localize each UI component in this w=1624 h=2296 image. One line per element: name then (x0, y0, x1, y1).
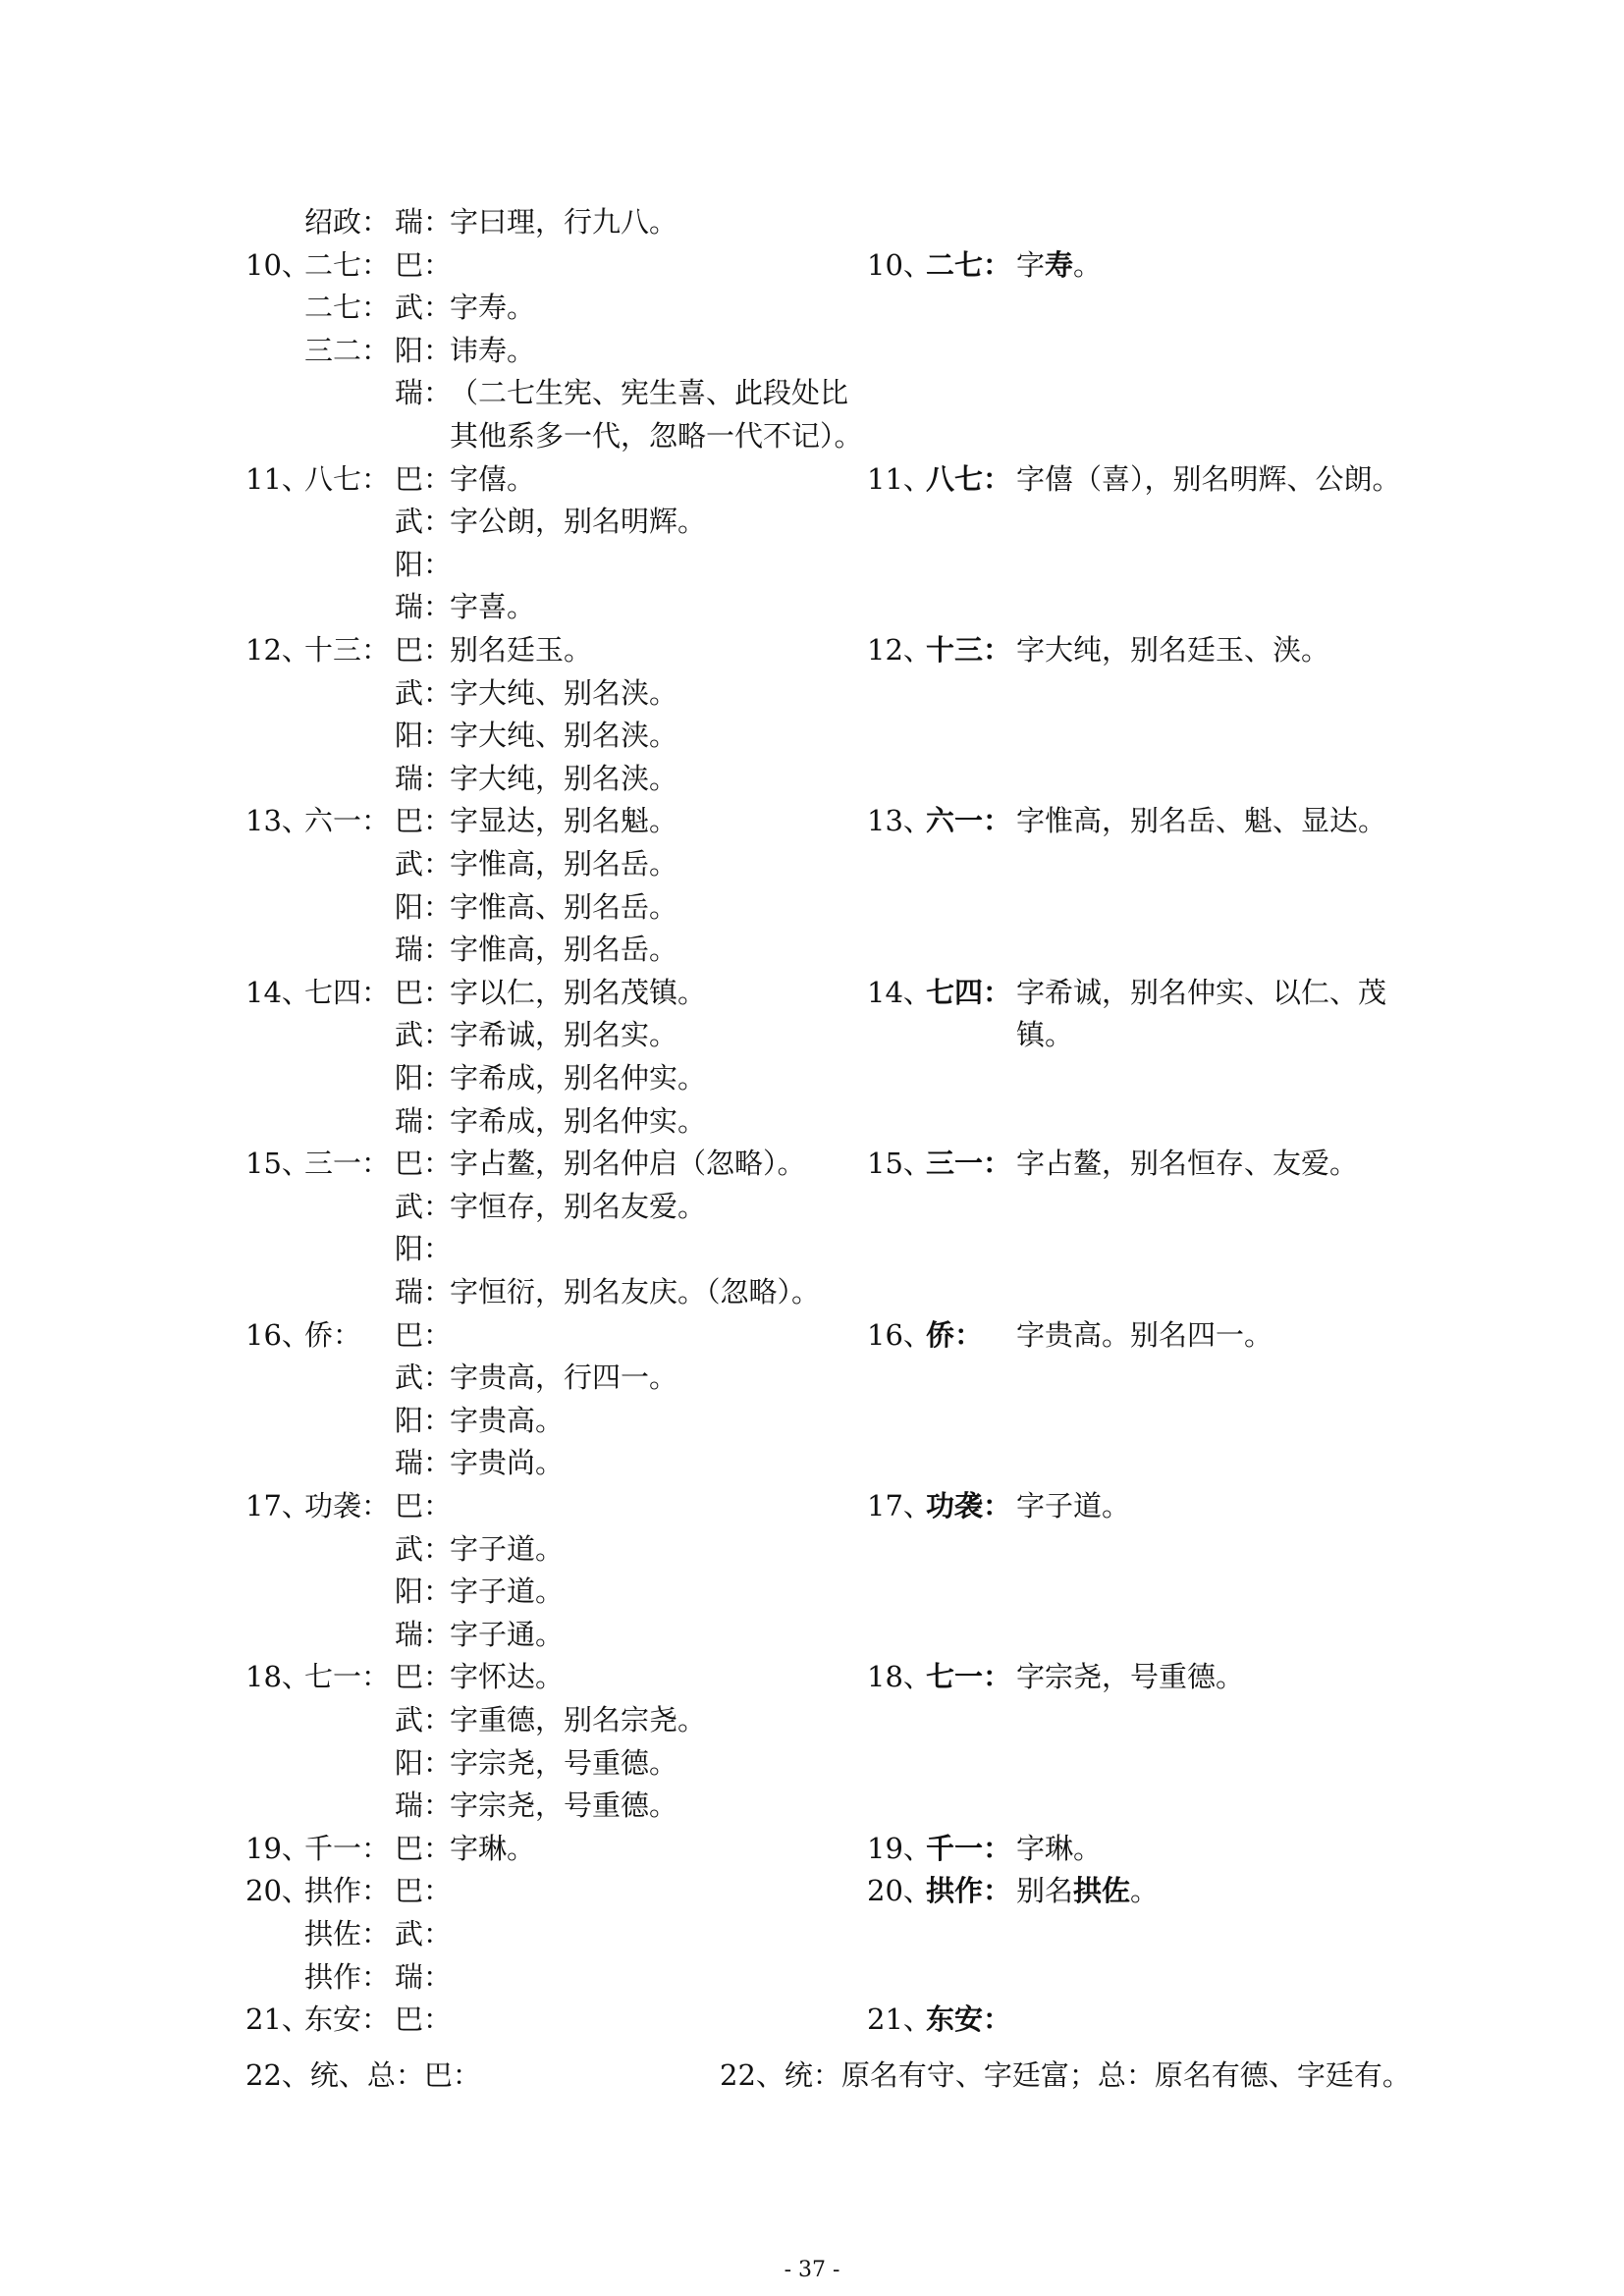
source-text: 字贵尚。 (450, 1446, 565, 1480)
source-text: 字公朗，别名明辉。 (450, 505, 707, 539)
right-entry-text (1016, 1484, 1130, 1527)
right-text-part: 字琳。 (1016, 1831, 1103, 1865)
source-label: 武： (395, 291, 453, 325)
source-label: 瑞： (395, 590, 453, 624)
source-label: 瑞： (395, 1446, 453, 1480)
source-label: 武： (395, 1703, 453, 1736)
source-text: 字喜。 (450, 590, 536, 624)
left-entry-name: 七四： (304, 975, 391, 1009)
source-label: 阳： (395, 1575, 453, 1609)
source-label: 巴： (395, 633, 453, 667)
left-entry-name: 绍政： (304, 205, 391, 239)
source-text: 字子道。 (450, 1575, 565, 1609)
left-entry-name: 十三： (304, 633, 391, 667)
source-label: 瑞： (395, 376, 453, 410)
source-text: 字惟高，别名岳。 (450, 847, 678, 881)
right-text-tail: 。 (1130, 1874, 1160, 1908)
right-entry-text (1016, 628, 1329, 671)
source-label: 武： (395, 1531, 453, 1566)
source-text: 字寿。 (450, 291, 536, 325)
left-entry-name: 二七： (304, 247, 391, 282)
source-label: 瑞： (395, 761, 453, 795)
source-label: 武： (395, 1018, 453, 1052)
right-entry-name: 七四： (926, 975, 1012, 1009)
left-entry-number: 13、 (245, 804, 310, 838)
right-entry-name: 侨： (926, 1317, 984, 1352)
source-label: 巴： (395, 1489, 453, 1522)
left-entry-number: 15、 (245, 1147, 310, 1181)
right-text-part: 别名 (1016, 1874, 1074, 1908)
source-text: 字怀达。 (450, 1660, 565, 1694)
right-entry-text (1016, 1013, 1073, 1056)
source-label: 武： (395, 505, 453, 539)
source-text: 字显达，别名魁。 (450, 804, 678, 838)
right-entry-name: 十三： (926, 633, 1012, 667)
source-text: 字占鳌，别名仲启（忽略）。 (450, 1147, 806, 1181)
right-entry-name: 拱作： (926, 1874, 1012, 1908)
source-text: 字惟高、别名岳。 (450, 889, 678, 924)
right-entry-number: 20、 (867, 1874, 932, 1908)
source-label: 阳： (395, 1061, 453, 1095)
source-label: 阳： (395, 1232, 453, 1266)
right-text-part: 字占鳌，别名恒存、友爱。 (1016, 1147, 1359, 1181)
source-text: 字希成，别名仲实。 (450, 1061, 707, 1095)
source-text: 字大纯、别名浃。 (450, 675, 678, 710)
source-label: 阳： (395, 333, 453, 367)
source-label: 巴： (395, 975, 453, 1009)
right-entry-number: 11、 (867, 461, 932, 496)
right-entry-number: 17、 (867, 1489, 932, 1522)
right-entry-number: 16、 (867, 1317, 932, 1352)
right-text-tail: 。 (1073, 247, 1103, 282)
source-label: 瑞： (395, 1103, 453, 1138)
source-text: 字宗尧，号重德。 (450, 1789, 678, 1823)
left-entry-number: 20、 (245, 1874, 310, 1908)
right-entry-text (1016, 971, 1386, 1014)
right-entry-number: 15、 (867, 1147, 932, 1181)
source-text: 字琳。 (450, 1831, 536, 1865)
right-text-part: 字僖（喜），别名明辉、公朗。 (1016, 461, 1401, 496)
left-entry-name: 三一： (304, 1147, 391, 1181)
source-label: 武： (395, 1917, 453, 1950)
source-label: 巴： (395, 1147, 453, 1181)
left-entry-name: 侨： (304, 1317, 362, 1352)
left-entry-name: 六一： (304, 804, 391, 838)
left-entry-name: 功袭： (304, 1489, 391, 1522)
source-text: 其他系多一代，忽略一代不记）。 (450, 419, 863, 453)
source-label: 武： (395, 675, 453, 710)
source-label: 巴： (395, 2002, 453, 2037)
right-text-bold: 寿 (1045, 247, 1074, 282)
right-entry-number: 18、 (867, 1660, 932, 1694)
right-entry-name: 功袭： (926, 1489, 1012, 1522)
right-text-part: 字子道。 (1016, 1489, 1131, 1522)
source-text: 字惟高，别名岳。 (450, 933, 678, 967)
right-text-part: 字惟高，别名岳、魁、显达。 (1016, 804, 1387, 838)
last-line-right: 22、统：原名有守、字廷富；总：原名有德、字廷有。 (720, 2058, 1411, 2092)
left-entry-name: 八七： (304, 461, 391, 496)
right-entry-name: 七一： (926, 1660, 1012, 1694)
source-label: 巴： (395, 1831, 453, 1865)
left-entry-name: 七一： (304, 1660, 391, 1694)
source-text: 别名廷玉。 (450, 633, 593, 667)
right-entry-name: 二七： (926, 247, 1012, 282)
left-entry-name: 拱佐： (304, 1917, 391, 1950)
source-text: 字大纯，别名浃。 (450, 761, 678, 795)
right-entry-number: 12、 (867, 633, 932, 667)
source-label: 巴： (395, 1874, 453, 1908)
source-text: 字重德，别名宗尧。 (450, 1703, 707, 1736)
right-entry-text (1016, 457, 1401, 501)
left-entry-number: 10、 (245, 247, 310, 282)
right-text-part: 字宗尧，号重德。 (1016, 1660, 1245, 1694)
source-label: 武： (395, 1189, 453, 1223)
page-number: - 37 - (784, 2258, 840, 2282)
right-entry-text (1016, 799, 1386, 842)
source-text: 字以仁，别名茂镇。 (450, 975, 707, 1009)
source-label: 巴： (395, 1317, 453, 1352)
left-entry-number: 14、 (245, 975, 310, 1009)
right-entry-text (1016, 1313, 1272, 1357)
left-entry-name: 拱作： (304, 1874, 391, 1908)
source-label: 瑞： (395, 205, 453, 239)
source-label: 瑞： (395, 933, 453, 967)
source-label: 阳： (395, 719, 453, 753)
left-entry-number: 19、 (245, 1831, 310, 1865)
source-text: 字希诚，别名实。 (450, 1018, 678, 1052)
source-text: 字子道。 (450, 1531, 565, 1566)
left-entry-number: 16、 (245, 1317, 310, 1352)
source-text: 字曰理，行九八。 (450, 205, 678, 239)
last-line-left: 22、统、总：巴： (245, 2058, 481, 2092)
source-text: 字希成，别名仲实。 (450, 1103, 707, 1138)
source-text: 字恒存，别名友爱。 (450, 1189, 707, 1223)
right-text-part: 字贵高。别名四一。 (1016, 1317, 1273, 1352)
source-label: 阳： (395, 1745, 453, 1780)
source-label: 武： (395, 847, 453, 881)
source-text: 字宗尧，号重德。 (450, 1745, 678, 1780)
right-entry-text (1016, 1869, 1159, 1912)
left-entry-number: 12、 (245, 633, 310, 667)
left-entry-name: 三二： (304, 333, 391, 367)
right-entry-number: 14、 (867, 975, 932, 1009)
source-label: 瑞： (395, 1275, 453, 1308)
right-entry-text (1016, 1655, 1244, 1698)
source-label: 巴： (395, 461, 453, 496)
source-text: （二七生宪、宪生喜、此段处比 (450, 376, 849, 410)
left-entry-name: 二七： (304, 291, 391, 325)
source-label: 阳： (395, 889, 453, 924)
source-label: 瑞： (395, 1617, 453, 1651)
source-label: 武： (395, 1361, 453, 1395)
source-text: 字僖。 (450, 461, 536, 496)
left-entry-name: 千一： (304, 1831, 391, 1865)
right-entry-number: 21、 (867, 2002, 932, 2037)
source-text: 字子通。 (450, 1617, 565, 1651)
source-label: 巴： (395, 804, 453, 838)
left-entry-name: 拱作： (304, 1959, 391, 1994)
right-entry-text (1016, 243, 1102, 287)
source-label: 巴： (395, 247, 453, 282)
right-entry-name: 千一： (926, 1831, 1012, 1865)
left-entry-number: 17、 (245, 1489, 310, 1522)
right-entry-name: 东安： (926, 2002, 1012, 2037)
source-text: 字恒衍，别名友庆。（忽略）。 (450, 1275, 821, 1308)
right-entry-text (1016, 1142, 1358, 1185)
right-entry-name: 六一： (926, 804, 1012, 838)
source-label: 阳： (395, 547, 453, 581)
right-entry-number: 13、 (867, 804, 932, 838)
right-entry-name: 八七： (926, 461, 1012, 496)
right-text-part: 字希诚，别名仲实、以仁、茂 (1016, 975, 1387, 1009)
source-label: 瑞： (395, 1959, 453, 1994)
right-text-part: 字大纯，别名廷玉、浃。 (1016, 633, 1330, 667)
source-text: 字大纯、别名浃。 (450, 719, 678, 753)
right-entry-text (1016, 1827, 1102, 1870)
right-text-part: 字 (1016, 247, 1046, 282)
left-entry-name: 东安： (304, 2002, 391, 2037)
source-label: 瑞： (395, 1789, 453, 1823)
right-text-bold: 拱佐 (1073, 1874, 1131, 1908)
right-text-part: 镇。 (1016, 1018, 1074, 1052)
source-label: 阳： (395, 1403, 453, 1437)
right-entry-name: 三一： (926, 1147, 1012, 1181)
source-text: 讳寿。 (450, 333, 536, 367)
source-text: 字贵高。 (450, 1403, 565, 1437)
right-entry-number: 10、 (867, 247, 932, 282)
left-entry-number: 18、 (245, 1660, 310, 1694)
right-entry-number: 19、 (867, 1831, 932, 1865)
left-entry-number: 21、 (245, 2002, 310, 2037)
source-text: 字贵高，行四一。 (450, 1361, 678, 1395)
source-label: 巴： (395, 1660, 453, 1694)
left-entry-number: 11、 (245, 461, 310, 496)
